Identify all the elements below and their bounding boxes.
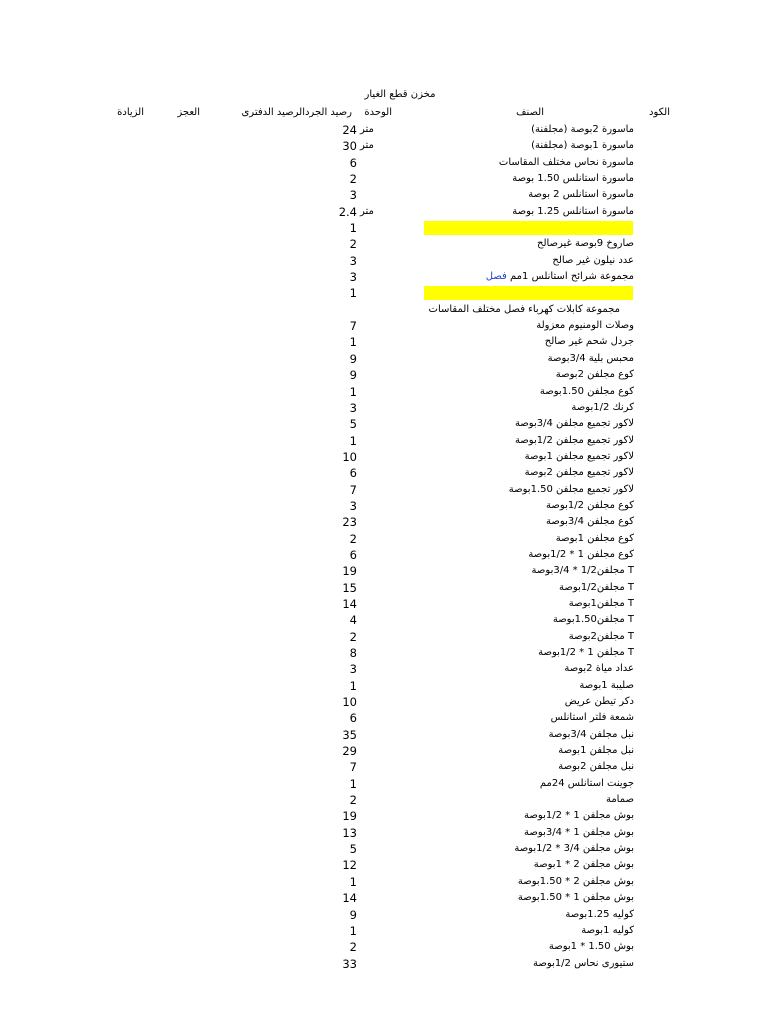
item-cell <box>424 890 634 906</box>
quantity-cell: 3 <box>349 400 357 415</box>
table-row <box>0 433 768 449</box>
quantity-cell: 1 <box>349 874 357 889</box>
table-row <box>0 334 768 350</box>
table-row <box>0 318 768 334</box>
item-label: محبس بلية 3/4بوصة <box>547 352 634 364</box>
item-cell <box>424 792 634 808</box>
table-row <box>0 285 768 301</box>
quantity-cell: 3 <box>349 498 357 513</box>
quantity-cell: 23 <box>342 515 357 530</box>
item-cell <box>424 122 634 138</box>
item-label: كوليه 1بوصة <box>581 924 634 936</box>
table-row <box>0 155 768 171</box>
table-row <box>0 269 768 285</box>
item-cell <box>424 334 634 350</box>
table-row <box>0 253 768 269</box>
table-row <box>0 694 768 710</box>
item-label: T مجلفن1بوصة <box>568 597 634 609</box>
table-row <box>0 923 768 939</box>
table-row <box>0 563 768 579</box>
table-row <box>0 498 768 514</box>
item-label: كوليه 1.25بوصة <box>565 908 634 920</box>
header-item: الصنف <box>516 107 544 118</box>
item-cell <box>424 923 634 939</box>
item-cell <box>424 645 634 661</box>
quantity-cell: 13 <box>342 825 357 840</box>
item-label: عداد مياة 2بوصة <box>564 663 634 675</box>
item-cell <box>424 416 634 432</box>
quantity-cell: 10 <box>342 695 357 710</box>
quantity-cell: 3 <box>349 188 357 203</box>
item-cell <box>424 351 634 367</box>
quantity-cell: 14 <box>342 891 357 906</box>
table-row <box>0 302 768 318</box>
table-row <box>0 727 768 743</box>
quantity-cell: 3 <box>349 270 357 285</box>
item-cell <box>424 531 634 547</box>
header-balance: رصيد الجردالرصيد الدفترى <box>241 107 352 118</box>
quantity-cell: 2 <box>349 172 357 187</box>
item-cell <box>424 808 634 824</box>
item-cell <box>424 874 634 890</box>
quantity-cell: 1 <box>349 384 357 399</box>
quantity-cell: 5 <box>349 842 357 857</box>
item-cell <box>424 563 634 579</box>
item-label: مجموعة شرائح استانلس 1مم <box>510 271 634 283</box>
item-label: كرنك 1/2بوصة <box>571 401 634 413</box>
quantity-cell: 1 <box>349 433 357 448</box>
item-label: ماسورة استانلس 1.25 بوصة <box>512 205 634 217</box>
item-cell <box>424 727 634 743</box>
unit-cell: متر <box>360 205 374 217</box>
table-row <box>0 122 768 138</box>
quantity-cell: 6 <box>349 155 357 170</box>
quantity-cell: 8 <box>349 646 357 660</box>
item-label: بوش مجلفن 1 * 1.50بوصة <box>517 892 634 904</box>
quantity-cell: 35 <box>342 727 357 742</box>
item-label: T مجلفن 1 * 1/2بوصة <box>538 647 634 658</box>
item-label: مجموعة كابلات كهرباء فصل مختلف المقاسات <box>428 303 620 315</box>
table-row <box>0 204 768 220</box>
quantity-cell: 9 <box>349 351 357 366</box>
item-cell <box>424 498 634 514</box>
item-label: صاروخ 9بوصة غيرصالح <box>536 238 634 250</box>
quantity-cell: 1 <box>349 923 357 938</box>
item-cell <box>424 465 634 481</box>
table-row <box>0 776 768 792</box>
table-row <box>0 678 768 694</box>
item-cell <box>424 318 634 334</box>
quantity-cell: 12 <box>342 858 357 873</box>
highlighted-cell <box>424 221 633 235</box>
quantity-cell: 1 <box>349 776 357 791</box>
quantity-cell: 6 <box>349 711 357 726</box>
quantity-cell: 2 <box>349 629 357 644</box>
table-row <box>0 449 768 465</box>
quantity-cell: 19 <box>342 809 357 824</box>
table-row <box>0 367 768 383</box>
item-label: نبل مجلفن 1بوصة <box>558 745 634 757</box>
table-row <box>0 956 768 972</box>
item-label: بوش 1.50 * 1بوصة <box>548 941 634 953</box>
table-row <box>0 220 768 236</box>
item-label: كوع مجلفن 2بوصة <box>555 369 634 381</box>
table-row <box>0 874 768 890</box>
quantity-cell: 2 <box>349 793 357 808</box>
item-label: ستيورى نحاس 1/2بوصة <box>533 957 634 969</box>
item-label: بوش مجلفن 1 * 1/2بوصة <box>524 810 634 822</box>
quantity-cell: 9 <box>349 907 357 922</box>
quantity-cell: 30 <box>342 139 357 154</box>
item-cell <box>424 956 634 972</box>
item-cell <box>424 825 634 841</box>
item-label: كوع مجلفن 1.50بوصة <box>539 385 634 397</box>
quantity-cell: 1 <box>349 221 357 236</box>
quantity-cell: 7 <box>349 482 357 497</box>
item-label: بوش مجلفن 1 * 3/4بوصة <box>524 826 634 838</box>
table-row <box>0 482 768 498</box>
item-cell <box>424 433 634 449</box>
table-row <box>0 710 768 726</box>
item-cell <box>424 612 634 628</box>
item-label: نبل مجلفن 3/4بوصة <box>548 728 634 740</box>
table-row <box>0 629 768 645</box>
quantity-cell: 2.4 <box>338 204 357 219</box>
item-cell <box>424 629 634 645</box>
item-label: كوع مجلفن 1/2بوصة <box>546 499 634 511</box>
item-cell <box>424 939 634 955</box>
item-link[interactable]: فصل <box>485 271 507 283</box>
item-label: T مجلفن1.50بوصة <box>552 614 634 626</box>
item-label: شمعة فلتر استانلس <box>550 712 634 724</box>
item-label: لاكور تجميع مجلفن 1بوصة <box>524 450 634 462</box>
quantity-cell: 24 <box>342 123 357 137</box>
item-cell <box>424 596 634 612</box>
item-label: بوش مجلفن 2 * 1بوصة <box>533 859 634 871</box>
table-row <box>0 351 768 367</box>
sheet-title: مخزن قطع الغيار <box>364 89 436 100</box>
quantity-cell: 14 <box>342 596 357 611</box>
item-label: وصلات الومنيوم معزولة <box>536 320 634 332</box>
table-row <box>0 547 768 563</box>
item-label: ماسورة 2بوصة (مجلفنة) <box>531 124 634 135</box>
item-label: بوش مجلفن 3/4 * 1/2بوصة <box>514 843 634 855</box>
item-cell <box>424 776 634 792</box>
table-row <box>0 580 768 596</box>
item-cell <box>424 138 634 154</box>
quantity-cell: 10 <box>342 449 357 464</box>
table-row <box>0 841 768 857</box>
item-label: كوع مجلفن 1 * 1/2بوصة <box>528 548 634 560</box>
item-label: لاكور تجميع مجلفن 1.50بوصة <box>508 483 634 495</box>
item-cell <box>424 759 634 775</box>
table-row <box>0 384 768 400</box>
item-label: جردل شحم غير صالح <box>544 336 634 348</box>
inventory-rows <box>0 122 768 972</box>
table-row <box>0 465 768 481</box>
table-row <box>0 825 768 841</box>
quantity-cell: 7 <box>349 760 357 775</box>
item-label: T مجلفن1/2بوصة <box>559 581 634 593</box>
quantity-cell: 1 <box>349 335 357 350</box>
quantity-cell: 2 <box>349 531 357 546</box>
item-label: ماسورة نحاس مختلف المقاسات <box>498 156 634 168</box>
quantity-cell: 19 <box>342 564 357 579</box>
item-cell <box>424 269 634 285</box>
item-label: بوش مجلفن 2 * 1.50بوصة <box>517 875 634 887</box>
item-label: صليبة 1بوصة <box>579 679 634 691</box>
item-label: T مجلفن2بوصة <box>568 630 634 642</box>
quantity-cell: 3 <box>349 662 357 677</box>
item-label: صمامة <box>605 794 634 806</box>
item-cell <box>424 743 634 759</box>
table-row <box>0 743 768 759</box>
item-label: ماسورة استانلس 2 بوصة <box>528 189 634 201</box>
item-cell <box>424 482 634 498</box>
table-row <box>0 138 768 154</box>
item-label: لاكور تجميع مجلفن 2بوصة <box>524 467 634 479</box>
table-row <box>0 792 768 808</box>
item-cell <box>424 155 634 171</box>
item-cell <box>424 204 634 220</box>
table-row <box>0 645 768 661</box>
quantity-cell: 2 <box>349 940 357 955</box>
item-cell <box>424 253 634 269</box>
item-label: دكر تيطن عريض <box>564 696 634 708</box>
quantity-cell: 2 <box>349 237 357 252</box>
item-cell <box>424 367 634 383</box>
table-row <box>0 612 768 628</box>
table-row <box>0 907 768 923</box>
header-deficit: العجز <box>177 107 200 118</box>
header-unit: الوحدة <box>364 107 392 118</box>
table-row <box>0 890 768 906</box>
item-cell <box>424 580 634 596</box>
item-label: كوع مجلفن 3/4بوصة <box>546 516 634 528</box>
header-code: الكود <box>649 107 670 118</box>
item-cell <box>424 514 634 530</box>
table-row <box>0 531 768 547</box>
item-label: جوينت استانلس 24مم <box>539 777 634 789</box>
table-row <box>0 514 768 530</box>
quantity-cell: 1 <box>349 678 357 693</box>
quantity-cell: 4 <box>349 613 357 628</box>
item-cell <box>424 449 634 465</box>
item-cell <box>424 661 634 677</box>
item-label: لاكور تجميع مجلفن 3/4بوصة <box>514 418 634 430</box>
table-row <box>0 857 768 873</box>
item-cell <box>424 710 634 726</box>
quantity-cell: 15 <box>342 580 357 595</box>
item-cell <box>380 302 620 318</box>
item-label: ماسورة استانلس 1.50 بوصة <box>512 173 634 185</box>
item-cell <box>424 678 634 694</box>
quantity-cell: 7 <box>349 319 357 334</box>
item-cell <box>424 236 634 252</box>
highlighted-cell <box>424 286 633 300</box>
quantity-cell: 5 <box>349 417 357 432</box>
table-row <box>0 416 768 432</box>
item-cell <box>424 841 634 857</box>
item-cell <box>424 547 634 563</box>
table-row <box>0 808 768 824</box>
quantity-cell: 6 <box>349 466 357 481</box>
table-row <box>0 400 768 416</box>
item-label: كوع مجلفن 1بوصة <box>555 532 634 544</box>
item-cell <box>424 400 634 416</box>
quantity-cell: 3 <box>349 253 357 268</box>
quantity-cell: 1 <box>349 286 357 301</box>
table-row <box>0 236 768 252</box>
item-label: نبل مجلفن 2بوصة <box>558 761 634 773</box>
item-cell <box>424 187 634 203</box>
table-row <box>0 187 768 203</box>
item-label: لاكور تجميع مجلفن 1/2بوصة <box>514 434 634 446</box>
item-cell <box>424 857 634 873</box>
quantity-cell: 29 <box>342 744 357 759</box>
header-increase: الزيادة <box>117 107 144 118</box>
item-label: T مجلفن1/2 * 3/4بوصة <box>531 565 634 577</box>
table-row <box>0 661 768 677</box>
quantity-cell: 9 <box>349 368 357 383</box>
item-cell <box>424 171 634 187</box>
item-cell <box>424 907 634 923</box>
item-label: ماسورة 1بوصة (مجلفنة) <box>531 140 634 152</box>
quantity-cell: 6 <box>349 547 357 562</box>
unit-cell: متر <box>360 140 374 152</box>
table-row <box>0 171 768 187</box>
item-cell <box>424 384 634 400</box>
table-row <box>0 939 768 955</box>
table-row <box>0 596 768 612</box>
quantity-cell: 33 <box>342 956 357 971</box>
table-row <box>0 759 768 775</box>
unit-cell: متر <box>360 124 374 135</box>
item-cell <box>424 694 634 710</box>
item-label: عدد نيلون غير صالح <box>552 254 634 266</box>
